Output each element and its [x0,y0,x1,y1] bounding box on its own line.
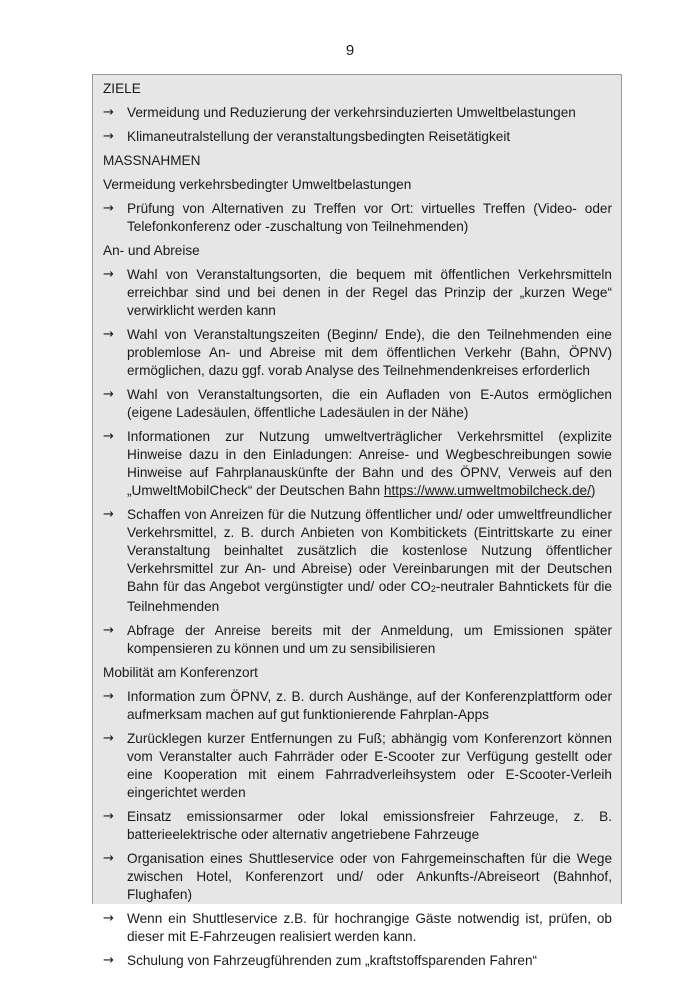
list-item: → Schaffen von Anreizen für die Nutzung öffentlicher und/ oder umweltfreundlicher Verkehrsmittel, z. B. durch Anbieten von Kombitickets (Eintrittskarte zu einer Veranstaltung beinhaltet zusätzlich die kostenlose Nutzung öffentlicher Verkehrsmittel zur An- und Abreise) oder Vereinbarungen mit der Deutschen Bahn für das Angebot vergünstigter und/ oder $CO_2$-neutraler Bahntickets für die Teilnehmenden [103,507,612,614]
arrow-icon: → [103,731,114,746]
arrow-icon: → [103,129,114,144]
arrow-icon: → [103,387,114,402]
list-item: → Abfrage der Anreise bereits mit der Anmeldung, um Emissionen später kompensieren zu können und um zu sensibilisieren [103,623,612,656]
list-item: → Organisation eines Shuttleservice oder von Fahrgemeinschaften für die Wege zwischen Hotel, Konferenzort und/ oder Ankunfts-/Abreiseort (Bahnhof, Flughafen) [103,851,612,902]
measures-heading: MASSNAHMEN [103,153,201,168]
arrow-icon: → [103,429,114,444]
arrow-icon: → [103,267,114,282]
umweltmobilcheck-link[interactable]: https://www.umweltmobilcheck.de/ [383,483,591,498]
arrow-icon: → [103,507,114,522]
list-item: → Einsatz emissionsarmer oder lokal emissionsfreier Fahrzeuge, z. B. batterieelektrische oder alternativ angetriebene Fahrzeuge [103,809,612,842]
arrow-icon: → [103,851,114,866]
arrow-icon: → [103,689,114,704]
list-item: → Klimaneutralstellung der veranstaltungsbedingten Reisetätigkeit [103,129,511,144]
list-item: → Wahl von Veranstaltungsorten, die bequem mit öffentlichen Verkehrsmitteln erreichbar sind und bei denen in der Regel das Prinzip der „kurzen Wege“ verwirklicht werden kann [103,267,612,318]
section-heading-local-mobility: Mobilität am Konferenzort [103,665,258,680]
list-item: → Prüfung von Alternativen zu Treffen vor Ort: virtuelles Treffen (Video- oder Telefonkonferenz oder -zuschaltung von Teilnehmenden) [103,201,612,234]
list-item: → Wahl von Veranstaltungszeiten (Beginn/ Ende), die den Teilnehmenden eine problemlose An- und Abreise mit dem öffentlichen Verkehr (Bahn, ÖPNV) ermöglichen, dazu ggf. vorab Analyse des Teilnehmendenkreises erforderlich [103,327,612,378]
section-heading-travel: An- und Abreise [103,243,200,258]
list-item: → Schulung von Fahrzeugführenden zum „kraftstoffsparenden Fahren“ [103,953,538,968]
list-item: → Vermeidung und Reduzierung der verkehrsinduzierten Umweltbelastungen [103,105,576,120]
list-item: → Wahl von Veranstaltungsorten, die ein Aufladen von E-Autos ermöglichen (eigene Ladesäulen, öffentliche Ladesäulen in der Nähe) [103,387,612,420]
list-item: → Information zum ÖPNV, z. B. durch Aushänge, auf der Konferenzplattform oder aufmerksam machen auf gut funktionierende Fahrplan-Apps [103,689,612,722]
list-item: → Informationen zur Nutzung umweltverträglicher Verkehrsmittel (explizite Hinweise dazu in den Einladungen: Anreise- und Wegbeschreibungen sowie Hinweise auf Fahrplanauskünfte der Bahn und des ÖPNV, Verweis auf den „UmweltMobilCheck“ der Deutschen Bahn https://www.umweltmobilcheck.de/) [103,429,612,498]
content-box [92,74,622,968]
arrow-icon: → [103,105,114,120]
list-item: → Zurücklegen kurzer Entfernungen zu Fuß; abhängig vom Konferenzort können vom Veranstalter auch Fahrräder oder E-Scooter zur Verfügung gestellt oder eine Kooperation mit einem Fahrradverleihsystem oder E-Scooter-Verleih eingerichtet werden [103,731,612,800]
arrow-icon: → [103,911,114,926]
arrow-icon: → [103,953,114,968]
list-item: → Wenn ein Shuttleservice z.B. für hochrangige Gäste notwendig ist, prüfen, ob dieser mit E-Fahrzeugen realisiert werden kann. [103,911,612,944]
page-number: 9 [345,42,355,59]
section-heading-avoidance: Vermeidung verkehrsbedingter Umweltbelastungen [103,177,412,192]
arrow-icon: → [103,809,114,824]
arrow-icon: → [103,201,114,216]
arrow-icon: → [103,623,114,638]
arrow-icon: → [103,327,114,342]
goals-heading: ZIELE [103,81,141,96]
